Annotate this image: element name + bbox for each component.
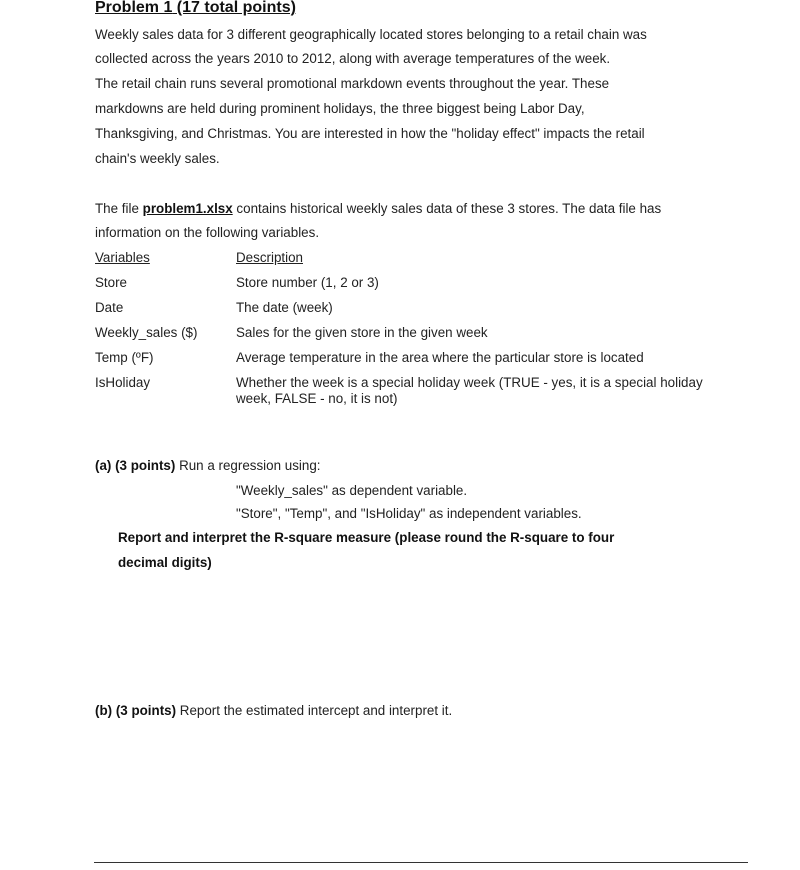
intro-line-2: collected across the years 2010 to 2012, along with average temperatures of the week. [95,51,611,66]
intro-line-6: chain's weekly sales. [95,151,220,166]
intro-line-3: The retail chain runs several promotional markdown events throughout the year. These [95,76,610,91]
problem-title-points: (17 total points) [172,0,296,16]
intro-line-5: Thanksgiving, and Christmas. You are interested in how the "holiday effect" impacts the retail [95,126,645,141]
variable-desc-isholiday: Whether the week is a special holiday week (TRUE - yes, it is a special holiday week, FALSE - no, it is not) [236,375,703,406]
file-prefix: The file [95,201,143,216]
variable-name-weekly-sales: Weekly_sales ($) [95,325,198,340]
intro-line-1: Weekly sales data for 3 different geographically located stores belonging to a retail chain was [95,27,647,42]
variable-name-isholiday: IsHoliday [95,375,151,390]
file-line-2: information on the following variables. [95,225,320,240]
part-b-label: (b) (3 points) [95,703,177,718]
variable-desc-temp: Average temperature in the area where the particular store is located [236,350,644,365]
variable-name-store: Store [95,275,128,290]
bottom-divider [94,862,748,863]
part-a-dependent: "Weekly_sales" as dependent variable. [236,483,468,498]
part-a-instruction-1: Report and interpret the R-square measure (please round the R-square to four [118,530,615,545]
part-b-prompt [95,703,452,718]
part-a-independent: "Store", "Temp", and "IsHoliday" as independent variables. [236,506,582,521]
variable-name-temp: Temp (ºF) [95,350,154,365]
problem-title-main: Problem 1 [95,0,173,16]
part-a-prompt [95,458,321,473]
part-a-text: Run a regression using: [175,458,321,473]
variable-desc-weekly-sales: Sales for the given store in the given week [236,325,488,340]
problem-title [95,0,296,17]
intro-line-4: markdowns are held during prominent holidays, the three biggest being Labor Day, [95,101,585,116]
variables-header: Variables [95,250,150,265]
variable-desc-date: The date (week) [236,300,333,315]
file-link[interactable]: problem1.xlsx [142,201,233,216]
variable-desc-store: Store number (1, 2 or 3) [236,275,379,290]
part-b-text: Report the estimated intercept and interpret it. [176,703,453,718]
file-suffix: contains historical weekly sales data of these 3 stores. The data file has [232,201,662,216]
part-a-label: (a) (3 points) [95,458,176,473]
variable-name-date: Date [95,300,124,315]
part-a-instruction-2: decimal digits) [118,555,212,570]
file-line-1 [95,201,661,216]
description-header: Description [236,250,303,265]
